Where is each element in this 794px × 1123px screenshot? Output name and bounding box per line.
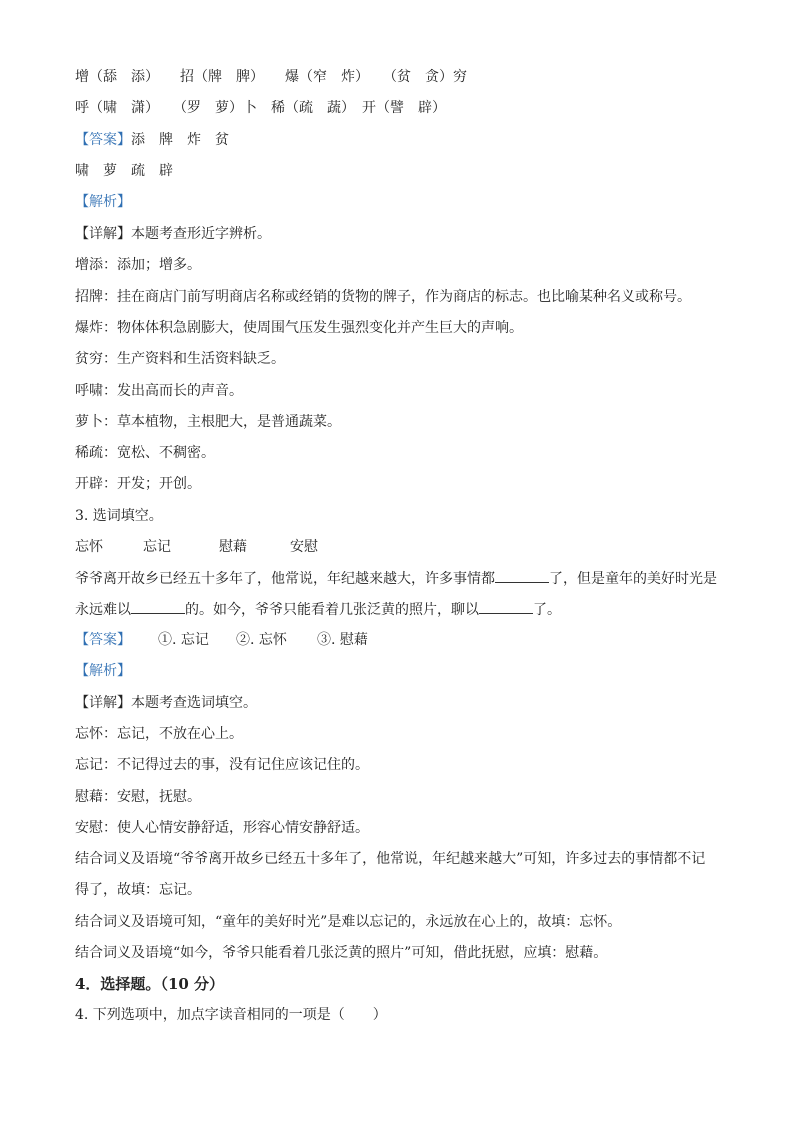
definition-line: 增添：添加；增多。	[75, 257, 201, 273]
explanation-line: 结合词义及语境“如今，爷爷只能看着几张泛黄的照片”可知，借此抚慰，应填：慰藉。	[75, 945, 608, 961]
definition-line: 爆炸：物体体积急剧膨大，使周围气压发生强烈变化并产生巨大的声响。	[75, 320, 523, 336]
definition-line: 忘怀：忘记，不放在心上。	[75, 726, 243, 742]
q3-detail: 【详解】本题考查选词填空。	[75, 695, 257, 711]
q2-char-row-1: 增（舔 添） 招（牌 脾） 爆（窄 炸） （贫 贪）穷	[75, 69, 467, 85]
word-option: 忘怀	[75, 539, 103, 555]
q3-passage-line-1	[75, 569, 717, 588]
explanation-line: 结合词义及语境“爷爷离开故乡已经五十多年了，他常说，年纪越来越大”可知，许多过去的事情都不记	[75, 851, 706, 867]
passage-text: 了。	[533, 602, 561, 618]
passage-text: 永远难以	[75, 602, 131, 618]
definition-line: 招牌：挂在商店门前写明商店名称或经销的货物的牌子，作为商店的标志。也比喻某种名义或称号。	[75, 289, 691, 305]
answer-tag: 【答案】	[75, 132, 131, 148]
definition-line: 慰藉：安慰，抚慰。	[75, 789, 201, 805]
answer-item: ②. 忘怀	[236, 632, 287, 648]
analysis-tag: 【解析】	[75, 663, 131, 679]
answer-tag: 【答案】	[75, 632, 131, 648]
answer-item: ①. 忘记	[158, 632, 209, 648]
definition-line: 开辟：开发；开创。	[75, 476, 201, 492]
passage-text: 了，但是童年的美好时光是	[549, 571, 717, 587]
word-option: 忘记	[143, 539, 171, 555]
q3-title: 3. 选词填空。	[75, 508, 163, 524]
definition-line: 忘记：不记得过去的事，没有记住应该记住的。	[75, 757, 369, 773]
fill-blank-2	[131, 600, 185, 614]
definition-line: 安慰：使人心情安静舒适，形容心情安静舒适。	[75, 820, 369, 836]
definition-line: 萝卜：草本植物，主根肥大，是普通蔬菜。	[75, 414, 341, 430]
passage-text: 爷爷离开故乡已经五十多年了，他常说，年纪越来越大，许多事情都	[75, 571, 495, 587]
passage-text: 的。如今，爷爷只能看着几张泛黄的照片，聊以	[185, 602, 479, 618]
definition-line: 呼啸：发出高而长的声音。	[75, 383, 243, 399]
definition-line: 稀疏：宽松、不稠密。	[75, 445, 215, 461]
q2-char-row-2: 呼（啸 潇） （罗 萝）卜 稀（疏 蔬） 开（譬 辟）	[75, 100, 446, 116]
word-option: 慰藉	[219, 539, 247, 555]
q2-detail: 【详解】本题考查形近字辨析。	[75, 226, 271, 242]
definition-line: 贫穷：生产资料和生活资料缺乏。	[75, 351, 285, 367]
fill-blank-1	[495, 569, 549, 583]
word-option: 安慰	[290, 539, 318, 555]
q2-answer-line	[75, 131, 229, 149]
section-heading: 4．选择题。（10 分）	[75, 975, 225, 993]
fill-blank-3	[479, 600, 533, 614]
q2-answer-2: 啸 萝 疏 辟	[75, 163, 173, 179]
explanation-line: 结合词义及语境可知，“童年的美好时光”是难以忘记的，永远放在心上的，故填：忘怀。	[75, 914, 622, 930]
answer-item: ③. 慰藉	[317, 632, 368, 648]
explanation-line: 得了，故填：忘记。	[75, 882, 201, 898]
q2-answer-1: 添 牌 炸 贫	[131, 132, 229, 148]
q4-question: 4. 下列选项中，加点字读音相同的一项是（ ）	[75, 1007, 387, 1023]
analysis-tag: 【解析】	[75, 194, 131, 210]
q3-passage-line-2	[75, 600, 561, 619]
